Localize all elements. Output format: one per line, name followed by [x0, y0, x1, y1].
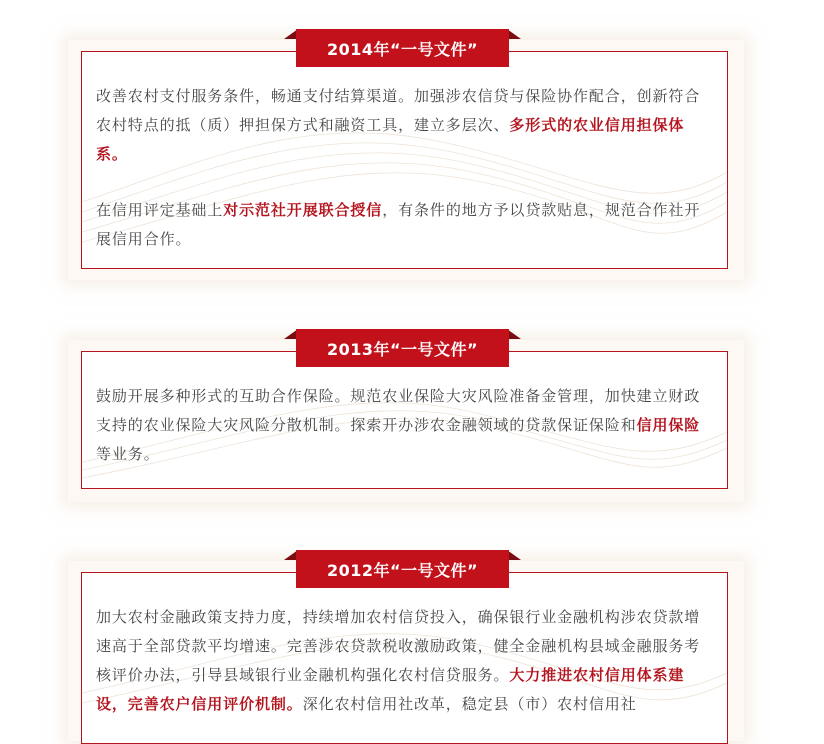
- paragraph: [96, 603, 716, 719]
- paragraph-text: 深化农村信用社改革，稳定县（市）农村信用社: [302, 695, 637, 713]
- banner-label: “一号文件”: [390, 39, 479, 59]
- card-2013: [81, 351, 728, 489]
- banner-label: “一号文件”: [390, 560, 479, 580]
- highlight-text: 信用保险: [636, 416, 701, 434]
- banner-year: 2012年: [326, 560, 390, 580]
- banner-2012: [284, 550, 521, 590]
- highlight-text: 对示范社开展联合授信: [223, 201, 383, 219]
- paragraph: [96, 382, 716, 469]
- paragraph-text: ，有条件的地方予以贷款贴息，规范合作社开展信用合作。: [96, 201, 701, 248]
- paragraph-text: 鼓励开展多种形式的互助合作保险。规范农业保险大灾风险准备金管理，加快建立财政支持的农业保险大灾风险分散机制。探索开办涉农金融领域的贷款保证保险和: [96, 387, 701, 434]
- banner-2014: [284, 29, 521, 69]
- banner-tab-right: [507, 29, 521, 39]
- card-2012: [81, 572, 728, 744]
- banner-title: [296, 329, 509, 367]
- banner-year: 2013年: [326, 339, 390, 359]
- paragraph-text: 改善农村支付服务条件，畅通支付结算渠道。加强涉农信贷与保险协作配合，创新符合农村特点的抵（质）押担保方式和融资工具，建立多层次、: [96, 87, 701, 134]
- banner-title: [296, 29, 509, 67]
- card-2014: [81, 51, 728, 269]
- paragraph: [96, 82, 716, 169]
- banner-year: 2014年: [326, 39, 390, 59]
- banner-title: [296, 550, 509, 588]
- banner-tab-right: [507, 550, 521, 560]
- highlight-text: 多形式的农业信用担保体系。: [96, 116, 685, 163]
- paragraph-text: 等业务。: [96, 445, 160, 463]
- banner-2013: [284, 329, 521, 369]
- paragraph: [96, 196, 716, 254]
- paragraph-text: 加大农村金融政策支持力度，持续增加农村信贷投入，确保银行业金融机构涉农贷款增速高于全部贷款平均增速。完善涉农贷款税收激励政策，健全金融机构县域金融服务考核评价办法，引导县域银行业金融机构强化农村信贷服务。: [96, 608, 701, 684]
- paragraph-text: 在信用评定基础上: [96, 201, 224, 219]
- banner-label: “一号文件”: [390, 339, 479, 359]
- highlight-text: 大力推进农村信用体系建设，完善农户信用评价机制。: [96, 666, 685, 713]
- banner-tab-right: [507, 329, 521, 339]
